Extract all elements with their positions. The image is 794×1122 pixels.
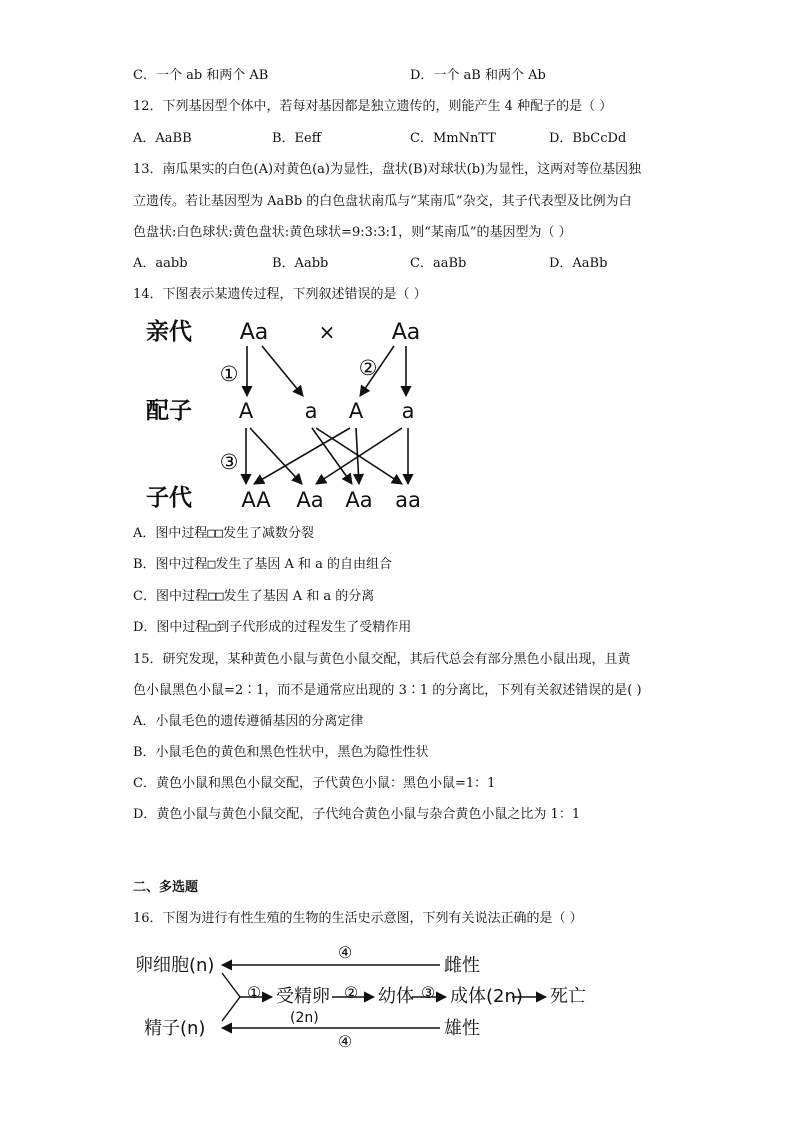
q12-option-a: A．AaBB	[133, 131, 192, 146]
mark-1: ①	[246, 983, 262, 1002]
adult-label: 成体(2n)	[450, 986, 523, 1007]
q14-option-b-post: 发生了基因 A 和 a 的自由组合	[215, 557, 393, 572]
step-mark-1: ①	[219, 362, 239, 386]
zygote-ploidy: (2n)	[290, 1010, 319, 1026]
offspring-1: AA	[241, 488, 271, 512]
gamete-2: a	[304, 399, 318, 423]
q12-option-d: D．BbCcDd	[549, 131, 627, 146]
cross-symbol: ×	[318, 320, 336, 344]
q14-option-b	[133, 557, 392, 573]
q14-option-c-post: 发生了基因 A 和 a 的分离	[223, 589, 375, 604]
arrow-A-Aa2	[250, 428, 302, 484]
arrow-a-Aa3	[312, 428, 352, 484]
q14-option-d-box: □	[208, 620, 217, 635]
q12-stem: 12．下列基因型个体中，若每对基因都是独立遗传的，则能产生 4 种配子的是（ ）	[133, 99, 613, 114]
q14-option-c-box: □□	[207, 589, 224, 604]
step-mark-2: ②	[358, 356, 378, 380]
row-label-gamete: 配子	[146, 398, 192, 424]
mark-3: ③	[420, 983, 436, 1002]
q13-option-d: D．AaBb	[549, 256, 608, 271]
q15-option-b: B．小鼠毛色的黄色和黑色性状中，黑色为隐性性状	[133, 745, 429, 760]
q13-option-b: B．Aabb	[272, 256, 329, 271]
male-label: 雄性	[444, 1018, 480, 1039]
zygote-label: 受精卵	[276, 986, 330, 1007]
death-label: 死亡	[550, 986, 586, 1007]
q13-stem-line-1: 13．南瓜果实的白色(A)对黄色(a)为显性，盘状(B)对球状(b)为显性，这两对等位基因独	[133, 162, 642, 177]
q13-stem-line-3: 色盘状:白色球状:黄色盘状:黄色球状=9:3:3:1，则“某南瓜”的基因型为（ ）	[133, 225, 572, 240]
mark-2: ②	[343, 983, 359, 1002]
q16-life-cycle-diagram	[130, 936, 600, 1052]
q13-stem-line-2: 立遗传。若让基因型为 AaBb 的白色盘状南瓜与“某南瓜”杂交，其子代表型及比例为白	[133, 194, 632, 209]
arrow-A2-AA	[254, 428, 350, 484]
gamete-4: a	[401, 399, 415, 423]
q16-stem: 16．下图为进行有性生殖的生物的生活史示意图，下列有关说法正确的是（ ）	[133, 911, 583, 926]
mark-4-top: ④	[337, 943, 353, 962]
q11-option-c: C．一个 ab 和两个 AB	[133, 68, 269, 83]
parent-1: Aa	[239, 320, 269, 345]
egg-label: 卵细胞(n)	[135, 955, 215, 976]
q12-option-c: C．MmNnTT	[410, 131, 496, 146]
row-label-offspring: 子代	[146, 485, 192, 511]
offspring-4: aa	[395, 488, 421, 512]
q15-stem-line-1: 15．研究发现，某种黄色小鼠与黄色小鼠交配，其后代总会有部分黑色小鼠出现，且黄	[133, 652, 631, 667]
q14-inheritance-diagram	[140, 312, 440, 518]
q14-option-a	[133, 526, 314, 542]
q14-option-c-pre: C．图中过程	[133, 589, 208, 604]
row-label-parent: 亲代	[146, 319, 192, 345]
q15-stem-line-2: 色小鼠黑色小鼠=2∶1，而不是通常应出现的 3∶1 的分离比，下列有关叙述错误的是( )	[133, 683, 642, 698]
q14-option-a-post: 发生了减数分裂	[223, 526, 315, 541]
sperm-label: 精子(n)	[144, 1018, 206, 1039]
gamete-1: A	[238, 399, 254, 423]
offspring-2: Aa	[296, 488, 324, 512]
parent-2: Aa	[391, 320, 421, 345]
q13-option-c: C．aaBb	[410, 256, 467, 271]
q14-stem: 14．下图表示某遗传过程，下列叙述错误的是（ ）	[133, 287, 427, 302]
q14-option-b-pre: B．图中过程	[133, 557, 208, 572]
q14-option-a-box: □□	[207, 526, 224, 541]
q11-option-d: D．一个 aB 和两个 Ab	[410, 68, 546, 83]
offspring-3: Aa	[345, 488, 373, 512]
section-title-multiple-choice: 二、多选题	[133, 880, 199, 895]
q14-option-d-pre: D．图中过程	[133, 620, 209, 635]
q15-option-c: C．黄色小鼠和黑色小鼠交配，子代黄色小鼠：黑色小鼠=1：1	[133, 776, 496, 791]
female-label: 雌性	[444, 955, 480, 976]
arrow-p1-ga	[262, 346, 303, 396]
step-mark-3: ③	[219, 450, 239, 474]
q15-option-d: D．黄色小鼠与黄色小鼠交配，子代纯合黄色小鼠与杂合黄色小鼠之比为 1：1	[133, 807, 581, 822]
q14-option-d	[133, 620, 411, 636]
q14-option-c	[133, 589, 374, 605]
fertilization-fork	[222, 973, 240, 1021]
juvenile-label: 幼体	[378, 986, 414, 1007]
q14-option-a-pre: A．图中过程	[133, 526, 208, 541]
q12-option-b: B．Eeff	[272, 131, 321, 146]
gamete-3: A	[348, 399, 364, 423]
q14-option-d-post: 到子代形成的过程发生了受精作用	[216, 620, 412, 635]
mark-4-bottom: ④	[337, 1032, 353, 1051]
q14-option-b-box: □	[207, 557, 216, 572]
q15-option-a: A．小鼠毛色的遗传遵循基因的分离定律	[133, 714, 364, 729]
q13-option-a: A．aabb	[133, 256, 188, 271]
